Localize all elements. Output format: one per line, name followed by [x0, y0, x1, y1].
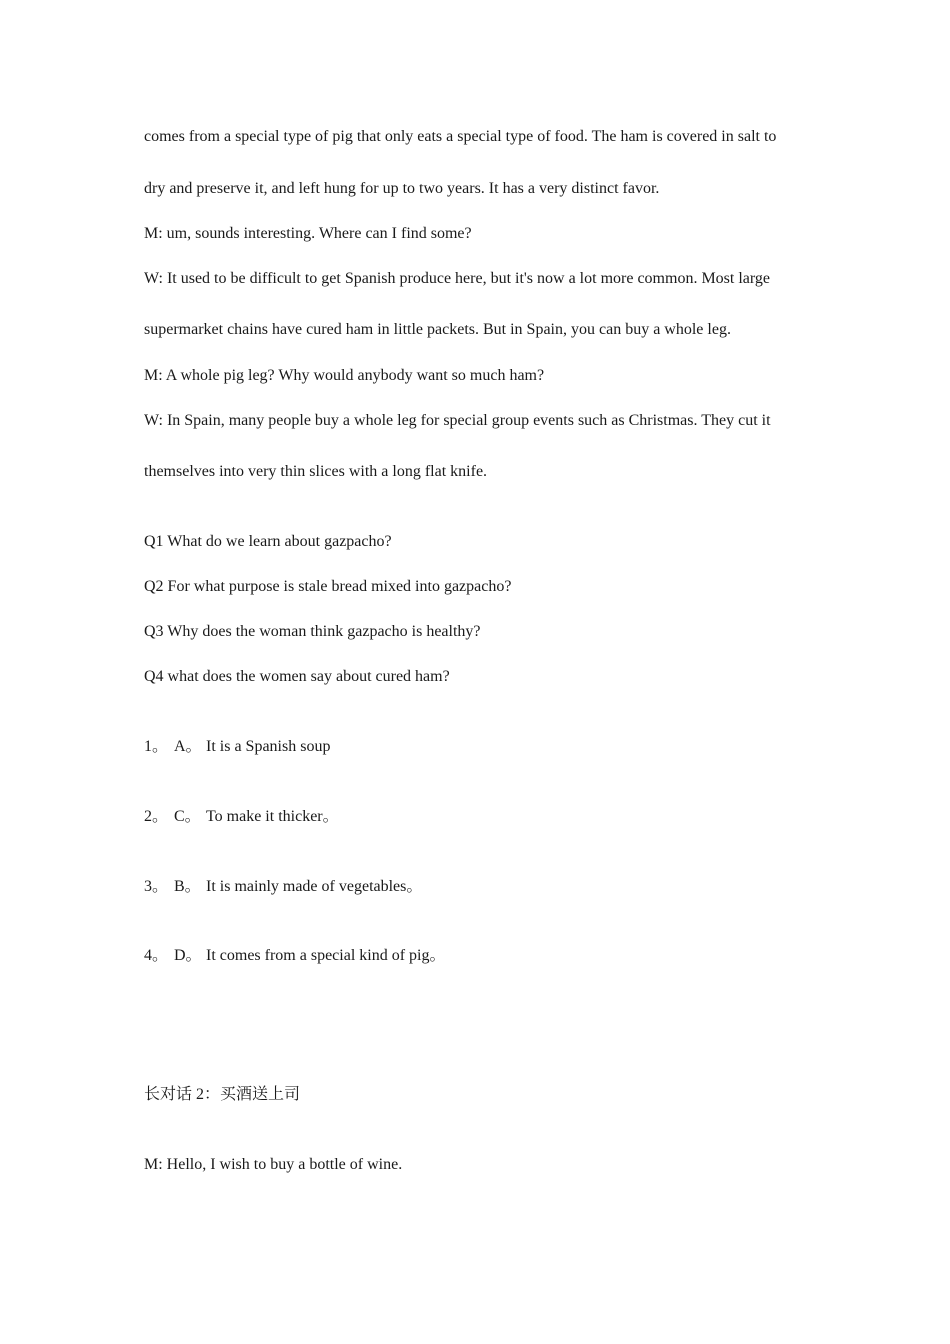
question-1: Q1 What do we learn about gazpacho?: [144, 533, 392, 550]
dialogue-line: M: A whole pig leg? Why would anybody want so much ham?: [144, 367, 545, 384]
answer-letter: C。: [174, 808, 201, 825]
question-3: Q3 Why does the woman think gazpacho is healthy?: [144, 623, 481, 640]
dialogue-line: M: um, sounds interesting. Where can I find some?: [144, 225, 472, 242]
answer-4: [144, 946, 446, 966]
answer-letter: D。: [174, 947, 202, 964]
question-2: Q2 For what purpose is stale bread mixed into gazpacho?: [144, 578, 512, 595]
dialogue2-heading: 长对话 2：买酒送上司: [144, 1086, 301, 1103]
answer-2: [144, 807, 339, 827]
question-4: Q4 what does the women say about cured ham?: [144, 668, 450, 685]
answer-letter: B。: [174, 878, 201, 895]
dialogue-line: themselves into very thin slices with a long flat knife.: [144, 463, 488, 480]
dialogue-line: M: Hello, I wish to buy a bottle of wine.: [144, 1156, 403, 1173]
answer-3: [144, 877, 422, 897]
answer-letter: A。: [174, 738, 202, 755]
answer-text: To make it thicker。: [206, 808, 339, 825]
dialogue-line: dry and preserve it, and left hung for up to two years. It has a very distinct favor.: [144, 180, 660, 197]
answer-number: 3。: [144, 878, 169, 895]
answer-text: It comes from a special kind of pig。: [206, 947, 446, 964]
answer-text: It is mainly made of vegetables。: [206, 878, 423, 895]
answer-number: 1。: [144, 738, 169, 755]
dialogue-line: comes from a special type of pig that only eats a special type of food. The ham is covered in salt to: [144, 128, 777, 145]
answer-number: 4。: [144, 947, 169, 964]
answer-text: It is a Spanish soup: [206, 738, 331, 755]
answer-number: 2。: [144, 808, 169, 825]
dialogue-line: W: In Spain, many people buy a whole leg for special group events such as Christmas. They cut it: [144, 412, 771, 429]
dialogue-line: W: It used to be difficult to get Spanish produce here, but it's now a lot more common. Most large: [144, 270, 771, 287]
dialogue-line: supermarket chains have cured ham in little packets. But in Spain, you can buy a whole leg.: [144, 321, 731, 338]
answer-1: [144, 737, 330, 757]
